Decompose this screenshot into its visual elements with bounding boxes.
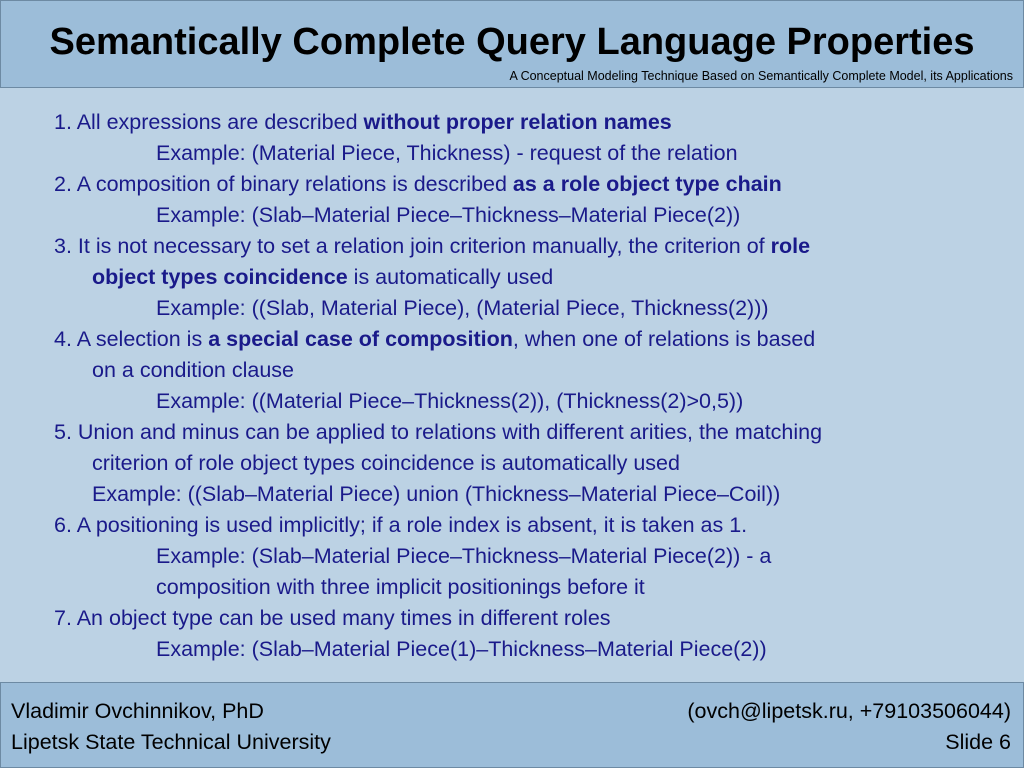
organization: Lipetsk State Technical University [11,730,331,754]
slide-title: Semantically Complete Query Language Properties [49,21,975,63]
list-item-example-continuation: composition with three implicit positionings before it [156,575,645,599]
list-item: 5. Union and minus can be applied to relations with different arities, the matching [54,420,823,444]
list-item-example: Example: ((Slab, Material Piece), (Material Piece, Thickness(2))) [156,296,769,320]
list-item: 7. An object type can be used many times in different roles [54,606,611,630]
list-item-example: Example: (Slab–Material Piece(1)–Thickness–Material Piece(2)) [156,637,767,661]
list-item-example: Example: ((Material Piece–Thickness(2)), (Thickness(2)>0,5)) [156,389,744,413]
list-item-example: Example: ((Slab–Material Piece) union (Thickness–Material Piece–Coil)) [92,482,781,506]
list-item-continuation: on a condition clause [92,358,295,382]
author-name: Vladimir Ovchinnikov, PhD [11,699,264,723]
list-item: 1. All expressions are described without proper relation names [54,110,672,134]
slide-footer [0,682,1024,768]
slide-subtitle: A Conceptual Modeling Technique Based on Semantically Complete Model, its Applications [509,69,1013,83]
list-item-example: Example: (Material Piece, Thickness) - request of the relation [156,141,738,165]
list-item-example: Example: (Slab–Material Piece–Thickness–Material Piece(2)) [156,203,741,227]
list-item: 3. It is not necessary to set a relation join criterion manually, the criterion of role [54,234,811,258]
list-item-continuation: object types coincidence is automatically used [92,265,554,289]
list-item-continuation: criterion of role object types coincidence is automatically used [92,451,680,475]
list-item: 4. A selection is a special case of composition, when one of relations is based [54,327,816,351]
list-item-example: Example: (Slab–Material Piece–Thickness–Material Piece(2)) - a [156,544,772,568]
list-item: 6. A positioning is used implicitly; if a role index is absent, it is taken as 1. [54,513,748,537]
slide-number: Slide 6 [945,730,1011,754]
list-item: 2. A composition of binary relations is described as a role object type chain [54,172,782,196]
author-contact: (ovch@lipetsk.ru, +79103506044) [687,699,1011,723]
slide-header [0,0,1024,88]
